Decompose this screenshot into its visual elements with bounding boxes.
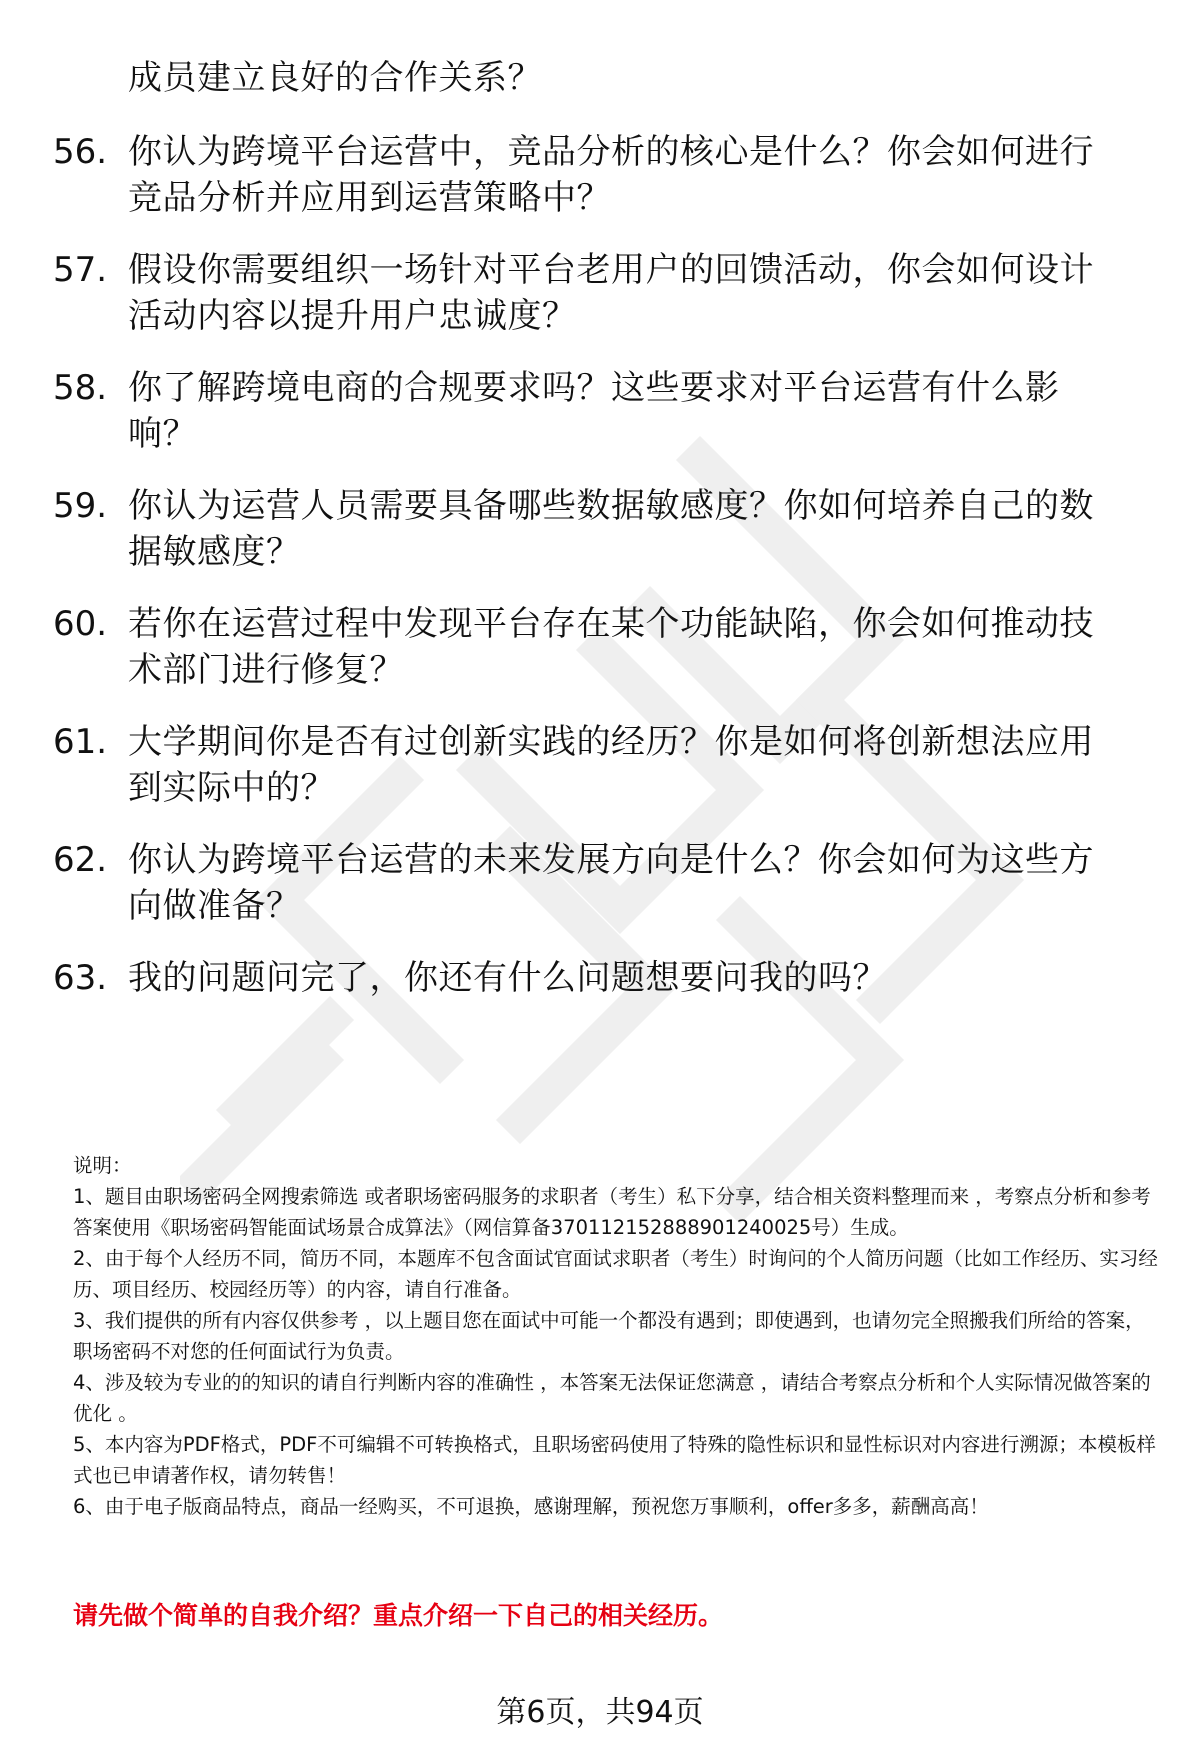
question-text-line: 术部门进行修复？ bbox=[128, 650, 404, 690]
question-text-line: 大学期间你是否有过创新实践的经历？你是如何将创新想法应用 bbox=[128, 722, 1094, 762]
question-number: 58. bbox=[53, 368, 108, 408]
note-item: 5、本内容为PDF格式，PDF不可编辑不可转换格式，且职场密码使用了特殊的隐性标识和显性标识对内容进行溯源；本模板样式也已申请著作权，请勿转售！ bbox=[73, 1433, 1156, 1487]
note-item: 1、题目由职场密码全网搜索筛选 或者职场密码服务的求职者（考生）私下分享，结合相关资料整理而来 ，考察点分析和参考答案使用《职场密码智能面试场景合成算法》（网信算备370112152888901240025号）生成。 bbox=[73, 1185, 1151, 1239]
question-continuation: 成员建立良好的合作关系？ bbox=[128, 58, 542, 98]
question-text-line: 到实际中的？ bbox=[128, 768, 335, 808]
question-number: 61. bbox=[53, 722, 108, 762]
question-number: 59. bbox=[53, 486, 108, 526]
question-text-line: 竞品分析并应用到运营策略中？ bbox=[128, 178, 611, 218]
notes-section bbox=[73, 1150, 1158, 1522]
question-text-line: 你认为跨境平台运营中，竞品分析的核心是什么？你会如何进行 bbox=[128, 132, 1094, 172]
notes-title: 说明： bbox=[73, 1154, 132, 1177]
question-number: 56. bbox=[53, 132, 108, 172]
question-text-line: 向做准备？ bbox=[128, 886, 301, 926]
question-text-line: 我的问题问完了，你还有什么问题想要问我的吗？ bbox=[128, 958, 887, 998]
question-number: 57. bbox=[53, 250, 108, 290]
question-text-line: 响？ bbox=[128, 414, 197, 454]
question-text-line: 你了解跨境电商的合规要求吗？这些要求对平台运营有什么影 bbox=[128, 368, 1060, 408]
note-item: 2、由于每个人经历不同，简历不同，本题库不包含面试官面试求职者（考生）时询问的个人简历问题（比如工作经历、实习经历、项目经历、校园经历等）的内容，请自行准备。 bbox=[73, 1247, 1158, 1301]
note-item: 6、由于电子版商品特点，商品一经购买，不可退换，感谢理解，预祝您万事顺利，offer多多，薪酬高高！ bbox=[73, 1495, 989, 1518]
question-text-line: 你认为运营人员需要具备哪些数据敏感度？你如何培养自己的数 bbox=[128, 486, 1094, 526]
highlight-question: 请先做个简单的自我介绍？重点介绍一下自己的相关经历。 bbox=[73, 1601, 724, 1630]
question-text-line: 若你在运营过程中发现平台存在某个功能缺陷，你会如何推动技 bbox=[128, 604, 1094, 644]
page-indicator: 第6页，共94页 bbox=[496, 1695, 704, 1730]
question-text-line: 假设你需要组织一场针对平台老用户的回馈活动，你会如何设计 bbox=[128, 250, 1094, 290]
question-text-line: 你认为跨境平台运营的未来发展方向是什么？你会如何为这些方 bbox=[128, 840, 1094, 880]
question-number: 62. bbox=[53, 840, 108, 880]
question-number: 63. bbox=[53, 958, 108, 998]
question-number: 60. bbox=[53, 604, 108, 644]
question-text-line: 据敏感度？ bbox=[128, 532, 301, 572]
note-item: 4、涉及较为专业的的知识的请自行判断内容的准确性 ，本答案无法保证您满意 ，请结合考察点分析和个人实际情况做答案的优化 。 bbox=[73, 1371, 1151, 1425]
note-item: 3、我们提供的所有内容仅供参考 ，以上题目您在面试中可能一个都没有遇到；即使遇到，也请勿完全照搬我们所给的答案，职场密码不对您的任何面试行为负责。 bbox=[73, 1309, 1145, 1363]
question-text-line: 活动内容以提升用户忠诚度？ bbox=[128, 296, 577, 336]
